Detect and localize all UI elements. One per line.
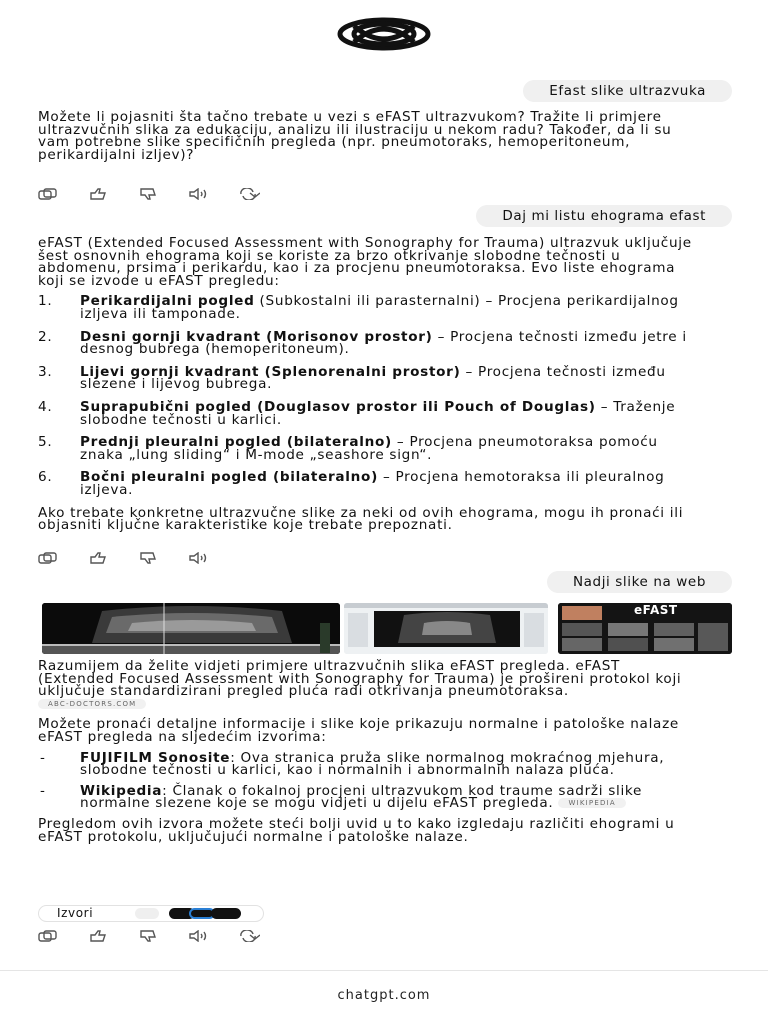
- answer-paragraph: Možete li pojasniti šta tačno trebate u vezi s eFAST ultrazvukom? Tražite li primjere ultrazvučnih slika za edukaciju, analizu ili ilustraciju u nekom radu? Također, da li su vam potrebne slike specifičnih pregleda (npr. pneumotoraks, hemoperitoneum, perikardijalni izljev)?: [38, 109, 672, 163]
- user-message: Nadji slike na web: [547, 571, 732, 593]
- sources-button[interactable]: [38, 905, 264, 922]
- speaker-icon: [188, 188, 210, 200]
- read-aloud-button[interactable]: [188, 928, 218, 944]
- regenerate-button[interactable]: [238, 928, 268, 944]
- list-item: 4. Suprapubični pogled (Douglasov prostor ili Pouch of Douglas) – Traženje slobodne tečnosti u karlici.: [38, 398, 676, 428]
- ehogram-list: [38, 295, 700, 496]
- speaker-icon: [188, 930, 210, 942]
- message-actions: [38, 186, 288, 202]
- citation-badge[interactable]: WIKIPEDIA: [558, 798, 625, 808]
- copy-icon: [38, 930, 60, 942]
- assistant-message: [38, 237, 700, 532]
- message-actions: [38, 550, 238, 566]
- copy-button[interactable]: [38, 550, 68, 566]
- efast-poster-title: eFAST: [634, 603, 678, 617]
- assistant-message: [38, 660, 700, 843]
- list-item: 6. Bočni pleuralni pogled (bilateralno) – Procjena hemotoraksa ili pleuralnog izljeva.: [38, 469, 665, 498]
- thumbs-down-button[interactable]: [138, 928, 168, 944]
- read-aloud-button[interactable]: [188, 186, 218, 202]
- list-item: 5. Prednji pleuralni pogled (bilateralno) – Procjena pneumotoraksa pomoću znaka „lung sliding“ i M-mode „seashore sign“.: [38, 434, 658, 463]
- openai-logo-icon: [334, 12, 434, 56]
- thumbs-down-button[interactable]: [138, 186, 168, 202]
- ultrasound-monitor-icon: [344, 603, 548, 654]
- regenerate-icon: [238, 188, 260, 200]
- thumbs-up-button[interactable]: [88, 928, 118, 944]
- thumbs-down-icon: [138, 188, 160, 200]
- thumbs-up-button[interactable]: [88, 186, 118, 202]
- regenerate-icon: [238, 930, 260, 942]
- read-aloud-button[interactable]: [188, 550, 218, 566]
- thumbs-up-icon: [88, 930, 110, 942]
- copy-button[interactable]: [38, 928, 68, 944]
- source-list: [38, 749, 700, 812]
- thumbs-down-button[interactable]: [138, 550, 168, 566]
- image-results: [42, 603, 732, 654]
- copy-button[interactable]: [38, 186, 68, 202]
- user-message: Daj mi listu ehograma efast: [476, 205, 732, 227]
- assistant-message: [38, 111, 700, 161]
- list-item: 1. Perikardijalni pogled (Subkostalni ili parasternalni) – Procjena perikardijalnog izljeva ili tamponade.: [38, 293, 679, 322]
- thumbs-up-icon: [88, 552, 110, 564]
- thumbs-up-icon: [88, 188, 110, 200]
- ultrasound-image-2[interactable]: [344, 603, 548, 654]
- answer-paragraph: Pregledom ovih izvora možete steći bolji uvid u to kako izgledaju različiti ehogrami u eFAST protokolu, uključujući normalne i patološke nalaze.: [38, 815, 675, 845]
- copy-icon: [38, 552, 60, 564]
- answer-intro: eFAST (Extended Focused Assessment with Sonography for Trauma) ultrazvuk uključuje šest osnovnih ehograma koji se koriste za brzo otkrivanje slobodne tečnosti u abdomenu, prsima i perikardu, kao i za procjenu pneumotoraksa. Evo liste ehograma koji se izvode u eFAST pregledu:: [38, 235, 692, 289]
- copy-icon: [38, 188, 60, 200]
- speaker-icon: [188, 552, 210, 564]
- list-item: - Wikipedia: Članak o fokalnoj procjeni ultrazvukom kod traume sadrži slike normalne slezene koje se mogu vidjeti u dijelu eFAST pregleda. WIKIPEDIA: [40, 782, 643, 812]
- ultrasound-scan-icon: [42, 603, 340, 654]
- answer-paragraph: Možete pronaći detaljne informacije i slike koje prikazuju normalne i patološke nalaze eFAST pregleda na sljedećim izvorima:: [38, 716, 679, 745]
- ultrasound-image-3[interactable]: [558, 603, 732, 654]
- sources-label: Izvori: [57, 906, 94, 920]
- ultrasound-image-1[interactable]: [42, 603, 340, 654]
- answer-outro: Ako trebate konkretne ultrazvučne slike za neki od ovih ehograma, mogu ih pronaći ili objasniti ključne karakteristike koje trebate prepoznati.: [38, 504, 684, 534]
- footer-url: chatgpt.com: [337, 988, 431, 1003]
- source-favicon-icon: [135, 908, 159, 919]
- footer-divider: [0, 970, 768, 971]
- answer-paragraph: Razumijem da želite vidjeti primjere ultrazvučnih slika eFAST pregleda. eFAST (Extended Focused Assessment with Sonography for Trauma) je prošireni protokol koji uključuje standardizirani pregled pluća radi otkrivanja pneumotoraksa. ABC-DOCTORS.COM: [38, 658, 682, 708]
- citation-badge[interactable]: ABC-DOCTORS.COM: [38, 699, 146, 709]
- list-item: 3. Lijevi gornji kvadrant (Splenorenalni prostor) – Procjena tečnosti između slezene i lijevog bubrega.: [38, 363, 666, 393]
- thumbs-up-button[interactable]: [88, 550, 118, 566]
- user-message: Efast slike ultrazvuka: [523, 80, 732, 102]
- thumbs-down-icon: [138, 930, 160, 942]
- source-favicon-icon: [211, 908, 241, 919]
- list-item: - FUJIFILM Sonosite: Ova stranica pruža slike normalnog mokraćnog mjehura, slobodne tečnosti u karlici, kao i normalnih i abnormalnih nalaza pluća.: [40, 749, 665, 779]
- thumbs-down-icon: [138, 552, 160, 564]
- message-actions: [38, 928, 288, 944]
- list-item: 2. Desni gornji kvadrant (Morisonov prostor) – Procjena tečnosti između jetre i desnog bubrega (hemoperitoneum).: [38, 328, 687, 358]
- regenerate-button[interactable]: [238, 186, 268, 202]
